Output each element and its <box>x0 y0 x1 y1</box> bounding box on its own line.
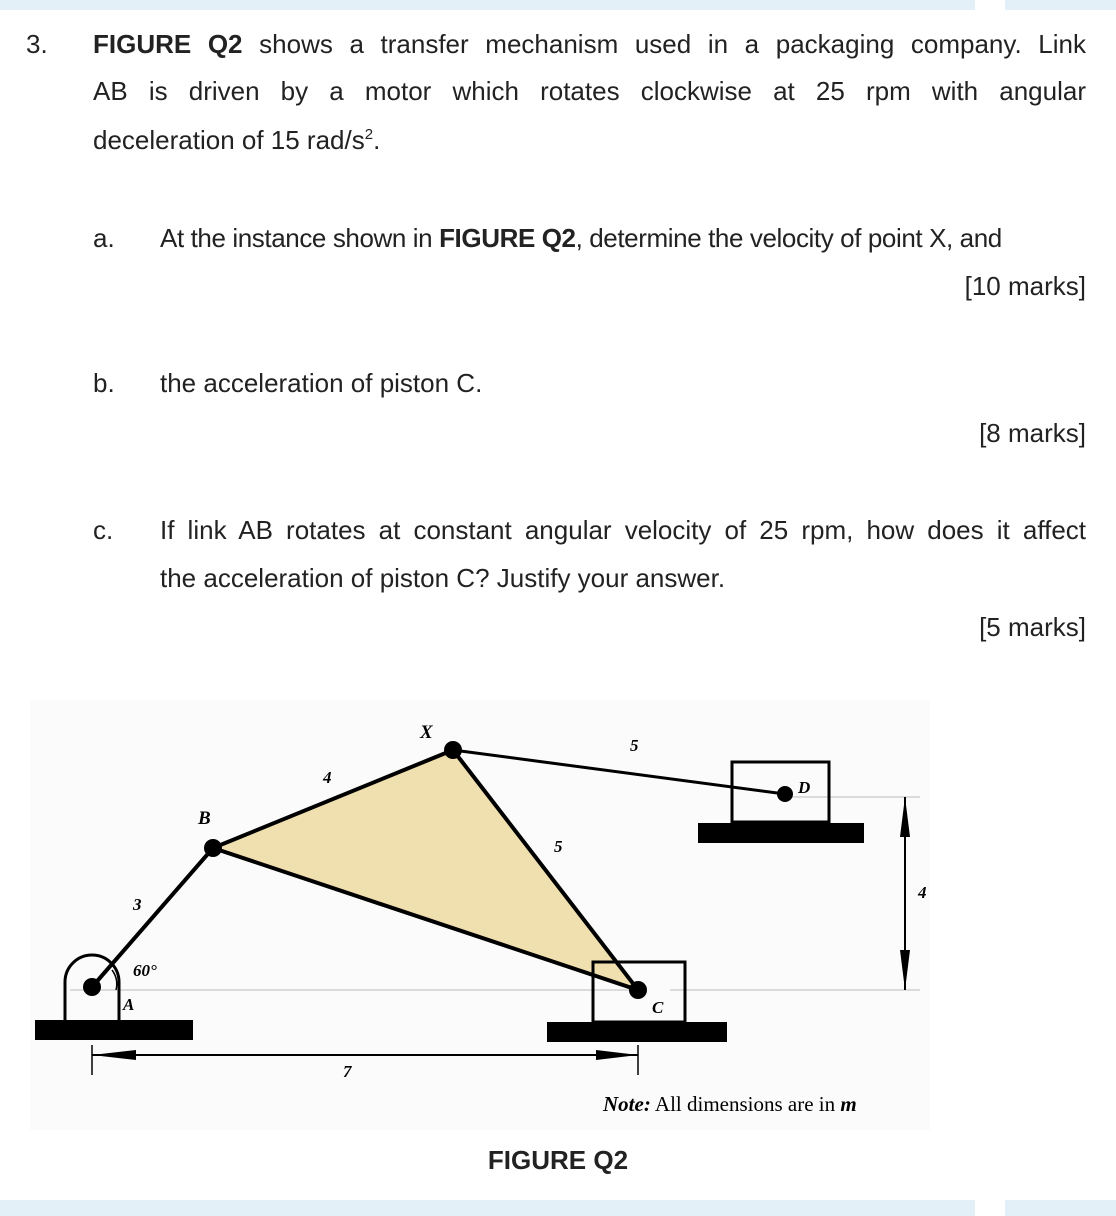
joint-b <box>204 839 222 857</box>
part-a-bold: FIGURE Q2 <box>439 223 576 253</box>
question-number: 3. <box>26 29 48 59</box>
question-line-1 <box>93 28 1086 60</box>
part-a-text <box>160 222 1002 254</box>
dim-angle: 60° <box>133 961 157 980</box>
bottom-band <box>0 1200 975 1216</box>
question-line-1-rest: shows a transfer mechanism used in a packaging company. Link <box>259 29 1086 59</box>
label-a: A <box>123 995 135 1014</box>
part-c-letter: c. <box>93 515 114 545</box>
bottom-band-right <box>1005 1200 1116 1216</box>
joint-c <box>629 981 647 999</box>
label-c: C <box>652 998 664 1017</box>
note-rest: All dimensions are in <box>650 1092 841 1116</box>
label-x: X <box>420 722 433 743</box>
ground-d <box>698 823 864 843</box>
note-bold: Note: <box>603 1092 651 1116</box>
question-line-3-post: . <box>373 125 381 155</box>
part-b-text: the acceleration of piston C. <box>160 368 483 398</box>
part-a-pre: At the instance shown in <box>160 223 440 253</box>
dim-xd: 5 <box>630 736 639 755</box>
dim-bx: 4 <box>323 768 332 787</box>
figure-note <box>602 1092 857 1116</box>
figure-ref-bold: FIGURE Q2 <box>93 29 243 59</box>
figure-caption: FIGURE Q2 <box>487 1145 629 1175</box>
part-a-marks: [10 marks] <box>964 271 1086 301</box>
dim-ab: 3 <box>133 895 142 914</box>
part-c-line-2: the acceleration of piston C? Justify your answer. <box>160 563 726 593</box>
dim-ac: 7 <box>343 1062 352 1081</box>
note-unit: m <box>840 1092 857 1116</box>
label-b: B <box>198 808 211 829</box>
joint-x <box>444 741 462 759</box>
top-band <box>0 0 975 10</box>
question-line-3-sup: 2 <box>364 126 374 143</box>
mechanism-diagram <box>30 700 930 1130</box>
question-line-3 <box>93 124 380 156</box>
part-b-marks: [8 marks] <box>979 418 1086 448</box>
figure-q2 <box>30 700 930 1130</box>
joint-d <box>777 786 793 802</box>
dim-d-height: 4 <box>918 883 927 902</box>
part-a-post: , determine the velocity of point X, and <box>575 223 1002 253</box>
label-d: D <box>798 778 811 797</box>
part-b-letter: b. <box>93 368 115 398</box>
part-a-letter: a. <box>93 223 115 253</box>
dim-xc: 5 <box>554 837 563 856</box>
ground-a <box>35 1020 193 1040</box>
question-line-3-text: deceleration of 15 rad/s <box>93 125 365 155</box>
part-c-marks: [5 marks] <box>979 612 1086 642</box>
top-band-right <box>1005 0 1116 10</box>
ground-c <box>547 1022 727 1042</box>
question-line-2: AB is driven by a motor which rotates clockwise at 25 rpm with angular <box>93 76 1086 106</box>
part-c-line-1: If link AB rotates at constant angular velocity of 25 rpm, how does it affect <box>160 515 1086 545</box>
joint-a <box>83 978 101 996</box>
